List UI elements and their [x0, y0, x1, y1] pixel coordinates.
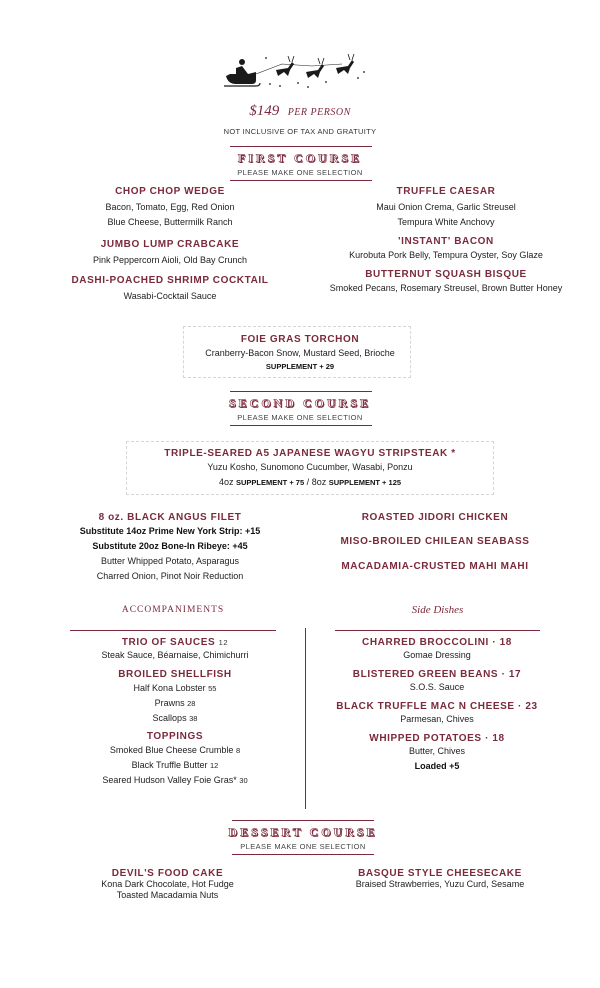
wagyu-supplements [110, 475, 510, 490]
dish-desc: Butter, Chives [408, 746, 466, 756]
dish-title: BUTTERNUT SQUASH BISQUE [365, 269, 527, 280]
dish-desc: Gomae Dressing [403, 650, 471, 660]
second-course-subtitle: PLEASE MAKE ONE SELECTION [237, 413, 363, 422]
substitute-line: Substitute 20oz Bone-In Ribeye: +45 [92, 541, 248, 551]
dish-title: TRIPLE-SEARED A5 JAPANESE WAGYU STRIPSTEAK * [164, 448, 456, 459]
item-price: 8 [235, 746, 241, 755]
dish-desc: Kona Dark Chocolate, Hot Fudge [101, 879, 234, 889]
menu-line [60, 758, 290, 773]
second-course-rule-bottom [230, 425, 372, 426]
item-name: Prawns [154, 698, 185, 708]
first-course-rule-top [230, 146, 372, 147]
item-name: Seared Hudson Valley Foie Gras* [102, 775, 237, 785]
side-dishes-rule [335, 630, 540, 631]
item-price: 55 [208, 684, 217, 693]
supp-size: 8oz [311, 477, 327, 487]
entree-right [300, 512, 570, 572]
column-divider [305, 628, 306, 809]
dish-title: CHOP CHOP WEDGE [115, 186, 225, 197]
menu-line [60, 696, 290, 711]
item-price: 12 [210, 761, 219, 770]
dish-title: 'INSTANT' BACON [398, 236, 494, 247]
first-course-subtitle: PLEASE MAKE ONE SELECTION [237, 168, 363, 177]
tax-note: NOT INCLUSIVE OF TAX AND GRATUITY [223, 127, 377, 136]
dessert-course-title: DESSERT COURSE [228, 825, 378, 839]
dish-desc: Kurobuta Pork Belly, Tempura Oyster, Soy Glaze [349, 250, 543, 260]
second-course-rule-top [230, 391, 372, 392]
first-course-right [296, 186, 596, 296]
side-dishes-label: Side Dishes [411, 604, 464, 616]
dish-desc: Bacon, Tomato, Egg, Red Onion [105, 202, 235, 212]
accompaniment-title: TOPPINGS [146, 731, 204, 742]
supp-price: SUPPLEMENT + 75 [235, 478, 305, 487]
dessert-course-rule-top [232, 820, 374, 821]
accompaniment-title: BROILED SHELLFISH [118, 669, 232, 680]
dish-title: WHIPPED POTATOES · 18 [369, 733, 505, 744]
substitute-line: Substitute 14oz Prime New York Strip: +15 [79, 526, 261, 536]
wagyu-feature [110, 448, 510, 490]
santa-sleigh-reindeer-icon [222, 50, 372, 92]
dish-title: DEVIL'S FOOD CAKE [111, 868, 224, 879]
supp-price: SUPPLEMENT + 125 [328, 478, 402, 487]
menu-line [60, 773, 290, 788]
menu-line [60, 711, 290, 726]
first-course-left [50, 186, 290, 304]
supp-size: 4oz [218, 477, 234, 487]
dish-desc: Butter Whipped Potato, Asparagus [100, 556, 240, 566]
dish-desc: Blue Cheese, Buttermilk Ranch [107, 217, 233, 227]
accompaniments-label: ACCOMPANIMENTS [121, 605, 225, 615]
accompaniment-title [60, 637, 290, 648]
item-name: Smoked Blue Cheese Crumble [109, 745, 234, 755]
item-price: 28 [187, 699, 196, 708]
dish-title: MISO-BROILED CHILEAN SEABASS [340, 536, 530, 547]
dish-desc: Braised Strawberries, Yuzu Curd, Sesame [355, 879, 525, 889]
dish-desc: Yuzu Kosho, Sunomono Cucumber, Wasabi, Ponzu [207, 462, 413, 472]
dessert-right [310, 868, 570, 890]
menu-line [60, 681, 290, 696]
first-course-title: FIRST COURSE [237, 151, 363, 165]
accompaniments-list [60, 637, 290, 788]
first-course-rule-bottom [230, 180, 372, 181]
side-dishes-list [322, 637, 552, 774]
dish-desc: Wasabi-Cocktail Sauce [123, 291, 217, 301]
item-price: 38 [189, 714, 198, 723]
dessert-course-rule-bottom [232, 854, 374, 855]
menu-line [60, 743, 290, 758]
dish-title: 8 oz. BLACK ANGUS FILET [98, 512, 242, 523]
dish-title: FOIE GRAS TORCHON [240, 334, 360, 345]
dessert-left [40, 868, 295, 901]
dish-title: BLACK TRUFFLE MAC N CHEESE · 23 [336, 701, 538, 712]
dish-desc: Charred Onion, Pinot Noir Reduction [96, 571, 244, 581]
dish-title: MACADAMIA-CRUSTED MAHI MAHI [341, 561, 529, 572]
item-price: 30 [239, 776, 248, 785]
sleigh-logo [222, 50, 372, 92]
loaded-upgrade: Loaded +5 [414, 761, 460, 771]
dessert-course-subtitle: PLEASE MAKE ONE SELECTION [240, 842, 366, 851]
accompaniment-name: TRIO OF SAUCES [121, 637, 216, 648]
dish-desc: Parmesan, Chives [400, 714, 474, 724]
item-name: Scallops [152, 713, 187, 723]
dish-title: DASHI-POACHED SHRIMP COCKTAIL [71, 275, 269, 286]
dish-title: BASQUE STYLE CHEESECAKE [358, 868, 522, 879]
price-unit: PER PERSON [287, 107, 351, 118]
dish-title: JUMBO LUMP CRABCAKE [100, 239, 240, 250]
dish-title: CHARRED BROCCOLINI · 18 [362, 637, 512, 648]
dish-title: BLISTERED GREEN BEANS · 17 [352, 669, 522, 680]
second-course-title: SECOND COURSE [228, 396, 372, 410]
supp-separator: / [306, 477, 310, 487]
supplement: SUPPLEMENT + 29 [265, 362, 335, 371]
price-line [0, 102, 600, 120]
accompaniment-price: 12 [218, 638, 229, 647]
item-name: Black Truffle Butter [131, 760, 208, 770]
dish-title: ROASTED JIDORI CHICKEN [361, 512, 509, 523]
dish-desc: S.O.S. Sauce [409, 682, 465, 692]
accompaniments-rule [70, 630, 276, 631]
dish-desc: Cranberry-Bacon Snow, Mustard Seed, Brioche [205, 348, 395, 358]
item-name: Half Kona Lobster [133, 683, 206, 693]
dish-desc: Smoked Pecans, Rosemary Streusel, Brown Butter Honey [329, 283, 563, 293]
filet-block [40, 512, 300, 584]
dish-desc: Pink Peppercorn Aioli, Old Bay Crunch [92, 255, 248, 265]
dish-desc: Tempura White Anchovy [397, 217, 495, 227]
dish-title: TRUFFLE CAESAR [396, 186, 496, 197]
dish-desc: Maui Onion Crema, Garlic Streusel [376, 202, 516, 212]
dish-desc: Toasted Macadamia Nuts [116, 890, 219, 900]
price-amount: $149 [249, 103, 280, 119]
dish-desc: Steak Sauce, Béarnaise, Chimichurri [101, 650, 249, 660]
foie-gras-feature [150, 334, 450, 371]
